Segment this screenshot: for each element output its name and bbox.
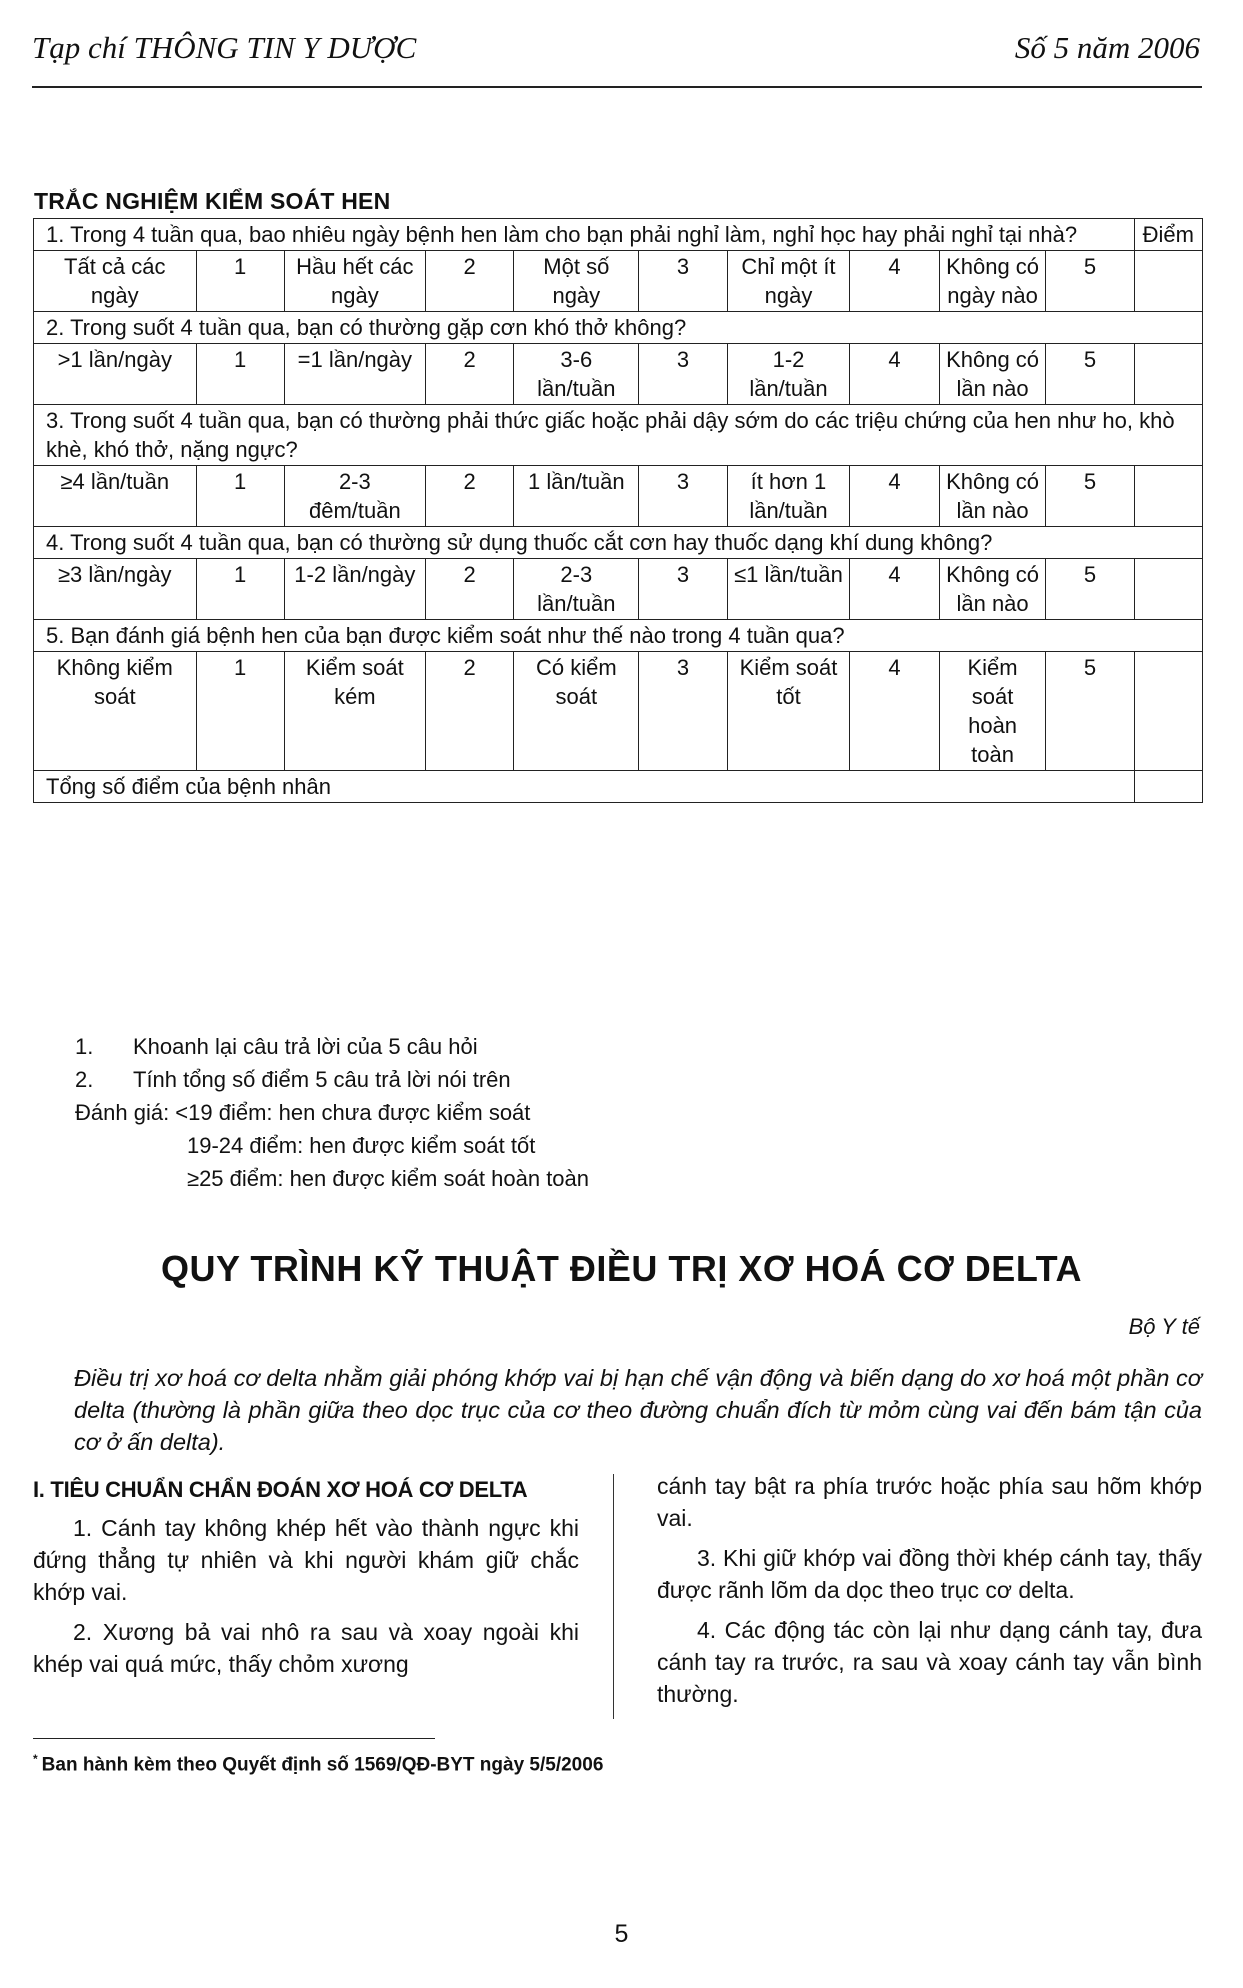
answer-score: 1 bbox=[196, 344, 284, 405]
answer-option: 2-3 lần/tuần bbox=[514, 559, 639, 620]
answer-option: Không có lần nào bbox=[939, 344, 1046, 405]
article-paragraph: 3. Khi giữ khớp vai đồng thời khép cánh tay, thấy được rãnh lõm da dọc theo trục cơ delta. bbox=[657, 1545, 1202, 1603]
answer-score: 4 bbox=[850, 344, 939, 405]
answer-option: 2-3 đêm/tuần bbox=[284, 466, 425, 527]
column-divider bbox=[613, 1474, 614, 1719]
footnote bbox=[33, 1752, 603, 1776]
instruction-item: 1. Khoanh lại câu trả lời của 5 câu hỏi bbox=[75, 1034, 478, 1059]
answer-score: 2 bbox=[426, 466, 514, 527]
answer-score: 1 bbox=[196, 652, 284, 771]
answer-option: Tất cả các ngày bbox=[34, 251, 197, 312]
question-row bbox=[34, 527, 1203, 559]
article-paragraph: 4. Các động tác còn lại như dạng cánh tay, đưa cánh tay ra trước, ra sau và xoay cánh tay vẫn bình thường. bbox=[657, 1617, 1202, 1707]
answer-option: ≥3 lần/ngày bbox=[34, 559, 197, 620]
answer-option: >1 lần/ngày bbox=[34, 344, 197, 405]
article-title: QUY TRÌNH KỸ THUẬT ĐIỀU TRỊ XƠ HOÁ CƠ DELTA bbox=[161, 1248, 1082, 1289]
answer-option: ít hơn 1 lần/tuần bbox=[727, 466, 850, 527]
question-text: 3. Trong suốt 4 tuần qua, bạn có thường phải thức giấc hoặc phải dậy sớm do các triệu chứng của hen như ho, khò khè, khó thở, nặng ngực? bbox=[34, 405, 1203, 466]
score-column-header: Điểm bbox=[1134, 219, 1202, 251]
answer-score: 3 bbox=[639, 344, 727, 405]
article-left-column bbox=[33, 1474, 579, 1688]
issue-label: Số 5 năm 2006 bbox=[1014, 30, 1200, 65]
answer-score: 4 bbox=[850, 466, 939, 527]
question-text: 1. Trong 4 tuần qua, bao nhiêu ngày bệnh hen làm cho bạn phải nghỉ làm, nghỉ học hay phải nghỉ tại nhà? bbox=[34, 219, 1135, 251]
question-text: 2. Trong suốt 4 tuần qua, bạn có thường gặp cơn khó thở không? bbox=[34, 312, 1203, 344]
question-text: 4. Trong suốt 4 tuần qua, bạn có thường sử dụng thuốc cắt cơn hay thuốc dạng khí dung không? bbox=[34, 527, 1203, 559]
answer-score: 1 bbox=[196, 251, 284, 312]
question-row bbox=[34, 405, 1203, 466]
answer-score: 3 bbox=[639, 466, 727, 527]
answer-score: 4 bbox=[850, 652, 939, 771]
answer-option: Kiểm soát kém bbox=[284, 652, 425, 771]
answer-score: 2 bbox=[426, 251, 514, 312]
answer-row bbox=[34, 251, 1203, 312]
answer-option: 1-2 lần/tuần bbox=[727, 344, 850, 405]
answer-row bbox=[34, 466, 1203, 527]
instruction-item: 2. Tính tổng số điểm 5 câu trả lời nói trên bbox=[75, 1067, 511, 1092]
article-paragraph: 2. Xương bả vai nhô ra sau và xoay ngoài khi khép vai quá mức, thấy chỏm xương bbox=[33, 1619, 579, 1677]
footnote-mark: * bbox=[33, 1752, 38, 1766]
answer-score: 2 bbox=[426, 559, 514, 620]
question-row bbox=[34, 219, 1203, 251]
answer-row bbox=[34, 559, 1203, 620]
answer-option: Chỉ một ít ngày bbox=[727, 251, 850, 312]
answer-option: ≤1 lần/tuần bbox=[727, 559, 850, 620]
answer-score: 3 bbox=[639, 652, 727, 771]
answer-score: 5 bbox=[1046, 344, 1134, 405]
answer-option: Kiểm soát tốt bbox=[727, 652, 850, 771]
quiz-body bbox=[34, 219, 1203, 803]
answer-score: 4 bbox=[850, 559, 939, 620]
answer-option: 1-2 lần/ngày bbox=[284, 559, 425, 620]
total-row bbox=[34, 771, 1203, 803]
asthma-control-test-table bbox=[33, 218, 1203, 803]
score-entry-cell[interactable] bbox=[1134, 251, 1202, 312]
answer-score: 5 bbox=[1046, 559, 1134, 620]
answer-option: Một số ngày bbox=[514, 251, 639, 312]
footnote-text: Ban hành kèm theo Quyết định số 1569/QĐ-BYT ngày 5/5/2006 bbox=[41, 1754, 604, 1776]
running-header bbox=[32, 30, 1200, 66]
question-text: 5. Bạn đánh giá bệnh hen của bạn được kiểm soát như thế nào trong 4 tuần qua? bbox=[34, 620, 1203, 652]
answer-row bbox=[34, 652, 1203, 771]
answer-option: Không có lần nào bbox=[939, 466, 1046, 527]
article-byline: Bộ Y tế bbox=[1128, 1314, 1200, 1339]
answer-score: 2 bbox=[426, 344, 514, 405]
journal-name: Tạp chí THÔNG TIN Y DƯỢC bbox=[32, 30, 417, 65]
answer-score: 5 bbox=[1046, 652, 1134, 771]
answer-score: 5 bbox=[1046, 251, 1134, 312]
answer-option: 3-6 lần/tuần bbox=[514, 344, 639, 405]
header-rule bbox=[32, 86, 1202, 88]
total-score-cell[interactable] bbox=[1134, 771, 1202, 803]
answer-score: 2 bbox=[426, 652, 514, 771]
answer-score: 4 bbox=[850, 251, 939, 312]
score-entry-cell[interactable] bbox=[1134, 344, 1202, 405]
answer-row bbox=[34, 344, 1203, 405]
answer-option: Hầu hết các ngày bbox=[284, 251, 425, 312]
score-entry-cell[interactable] bbox=[1134, 652, 1202, 771]
answer-score: 3 bbox=[639, 251, 727, 312]
page-number: 5 bbox=[614, 1920, 629, 1948]
answer-option: =1 lần/ngày bbox=[284, 344, 425, 405]
footnote-rule bbox=[33, 1738, 435, 1739]
evaluation-line: 19-24 điểm: hen được kiểm soát tốt bbox=[187, 1133, 536, 1158]
total-label: Tổng số điểm của bệnh nhân bbox=[34, 771, 1135, 803]
question-row bbox=[34, 620, 1203, 652]
answer-score: 1 bbox=[196, 559, 284, 620]
answer-score: 3 bbox=[639, 559, 727, 620]
question-row bbox=[34, 312, 1203, 344]
score-entry-cell[interactable] bbox=[1134, 466, 1202, 527]
answer-option: Kiểm soát hoàn toàn bbox=[939, 652, 1046, 771]
article-intro: Điều trị xơ hoá cơ delta nhằm giải phóng khớp vai bị hạn chế vận động và biến dạng do xơ hoá một phần cơ delta (thường là phần giữa theo dọc trục của cơ theo đường chuẩn đích từ mỏm cùng vai đến bám tận của cơ ở ấn delta). bbox=[74, 1365, 1202, 1455]
answer-option: Không có lần nào bbox=[939, 559, 1046, 620]
scoring-instructions bbox=[75, 1030, 589, 1195]
answer-option: ≥4 lần/tuần bbox=[34, 466, 197, 527]
article-paragraph: cánh tay bật ra phía trước hoặc phía sau hõm khớp vai. bbox=[657, 1473, 1202, 1531]
section-heading: I. TIÊU CHUẨN CHẨN ĐOÁN XƠ HOÁ CƠ DELTA bbox=[33, 1477, 528, 1502]
quiz-title: TRẮC NGHIỆM KIỂM SOÁT HEN bbox=[34, 188, 391, 214]
answer-option: Không có ngày nào bbox=[939, 251, 1046, 312]
article-right-column bbox=[657, 1470, 1202, 1718]
evaluation-line: ≥25 điểm: hen được kiểm soát hoàn toàn bbox=[187, 1166, 590, 1191]
score-entry-cell[interactable] bbox=[1134, 559, 1202, 620]
answer-score: 1 bbox=[196, 466, 284, 527]
article-paragraph: 1. Cánh tay không khép hết vào thành ngực khi đứng thẳng tự nhiên và khi người khám giữ chắc khớp vai. bbox=[33, 1515, 579, 1605]
answer-option: Không kiểm soát bbox=[34, 652, 197, 771]
evaluation-line: Đánh giá: <19 điểm: hen chưa được kiểm soát bbox=[75, 1100, 531, 1125]
answer-option: 1 lần/tuần bbox=[514, 466, 639, 527]
answer-score: 5 bbox=[1046, 466, 1134, 527]
answer-option: Có kiểm soát bbox=[514, 652, 639, 771]
